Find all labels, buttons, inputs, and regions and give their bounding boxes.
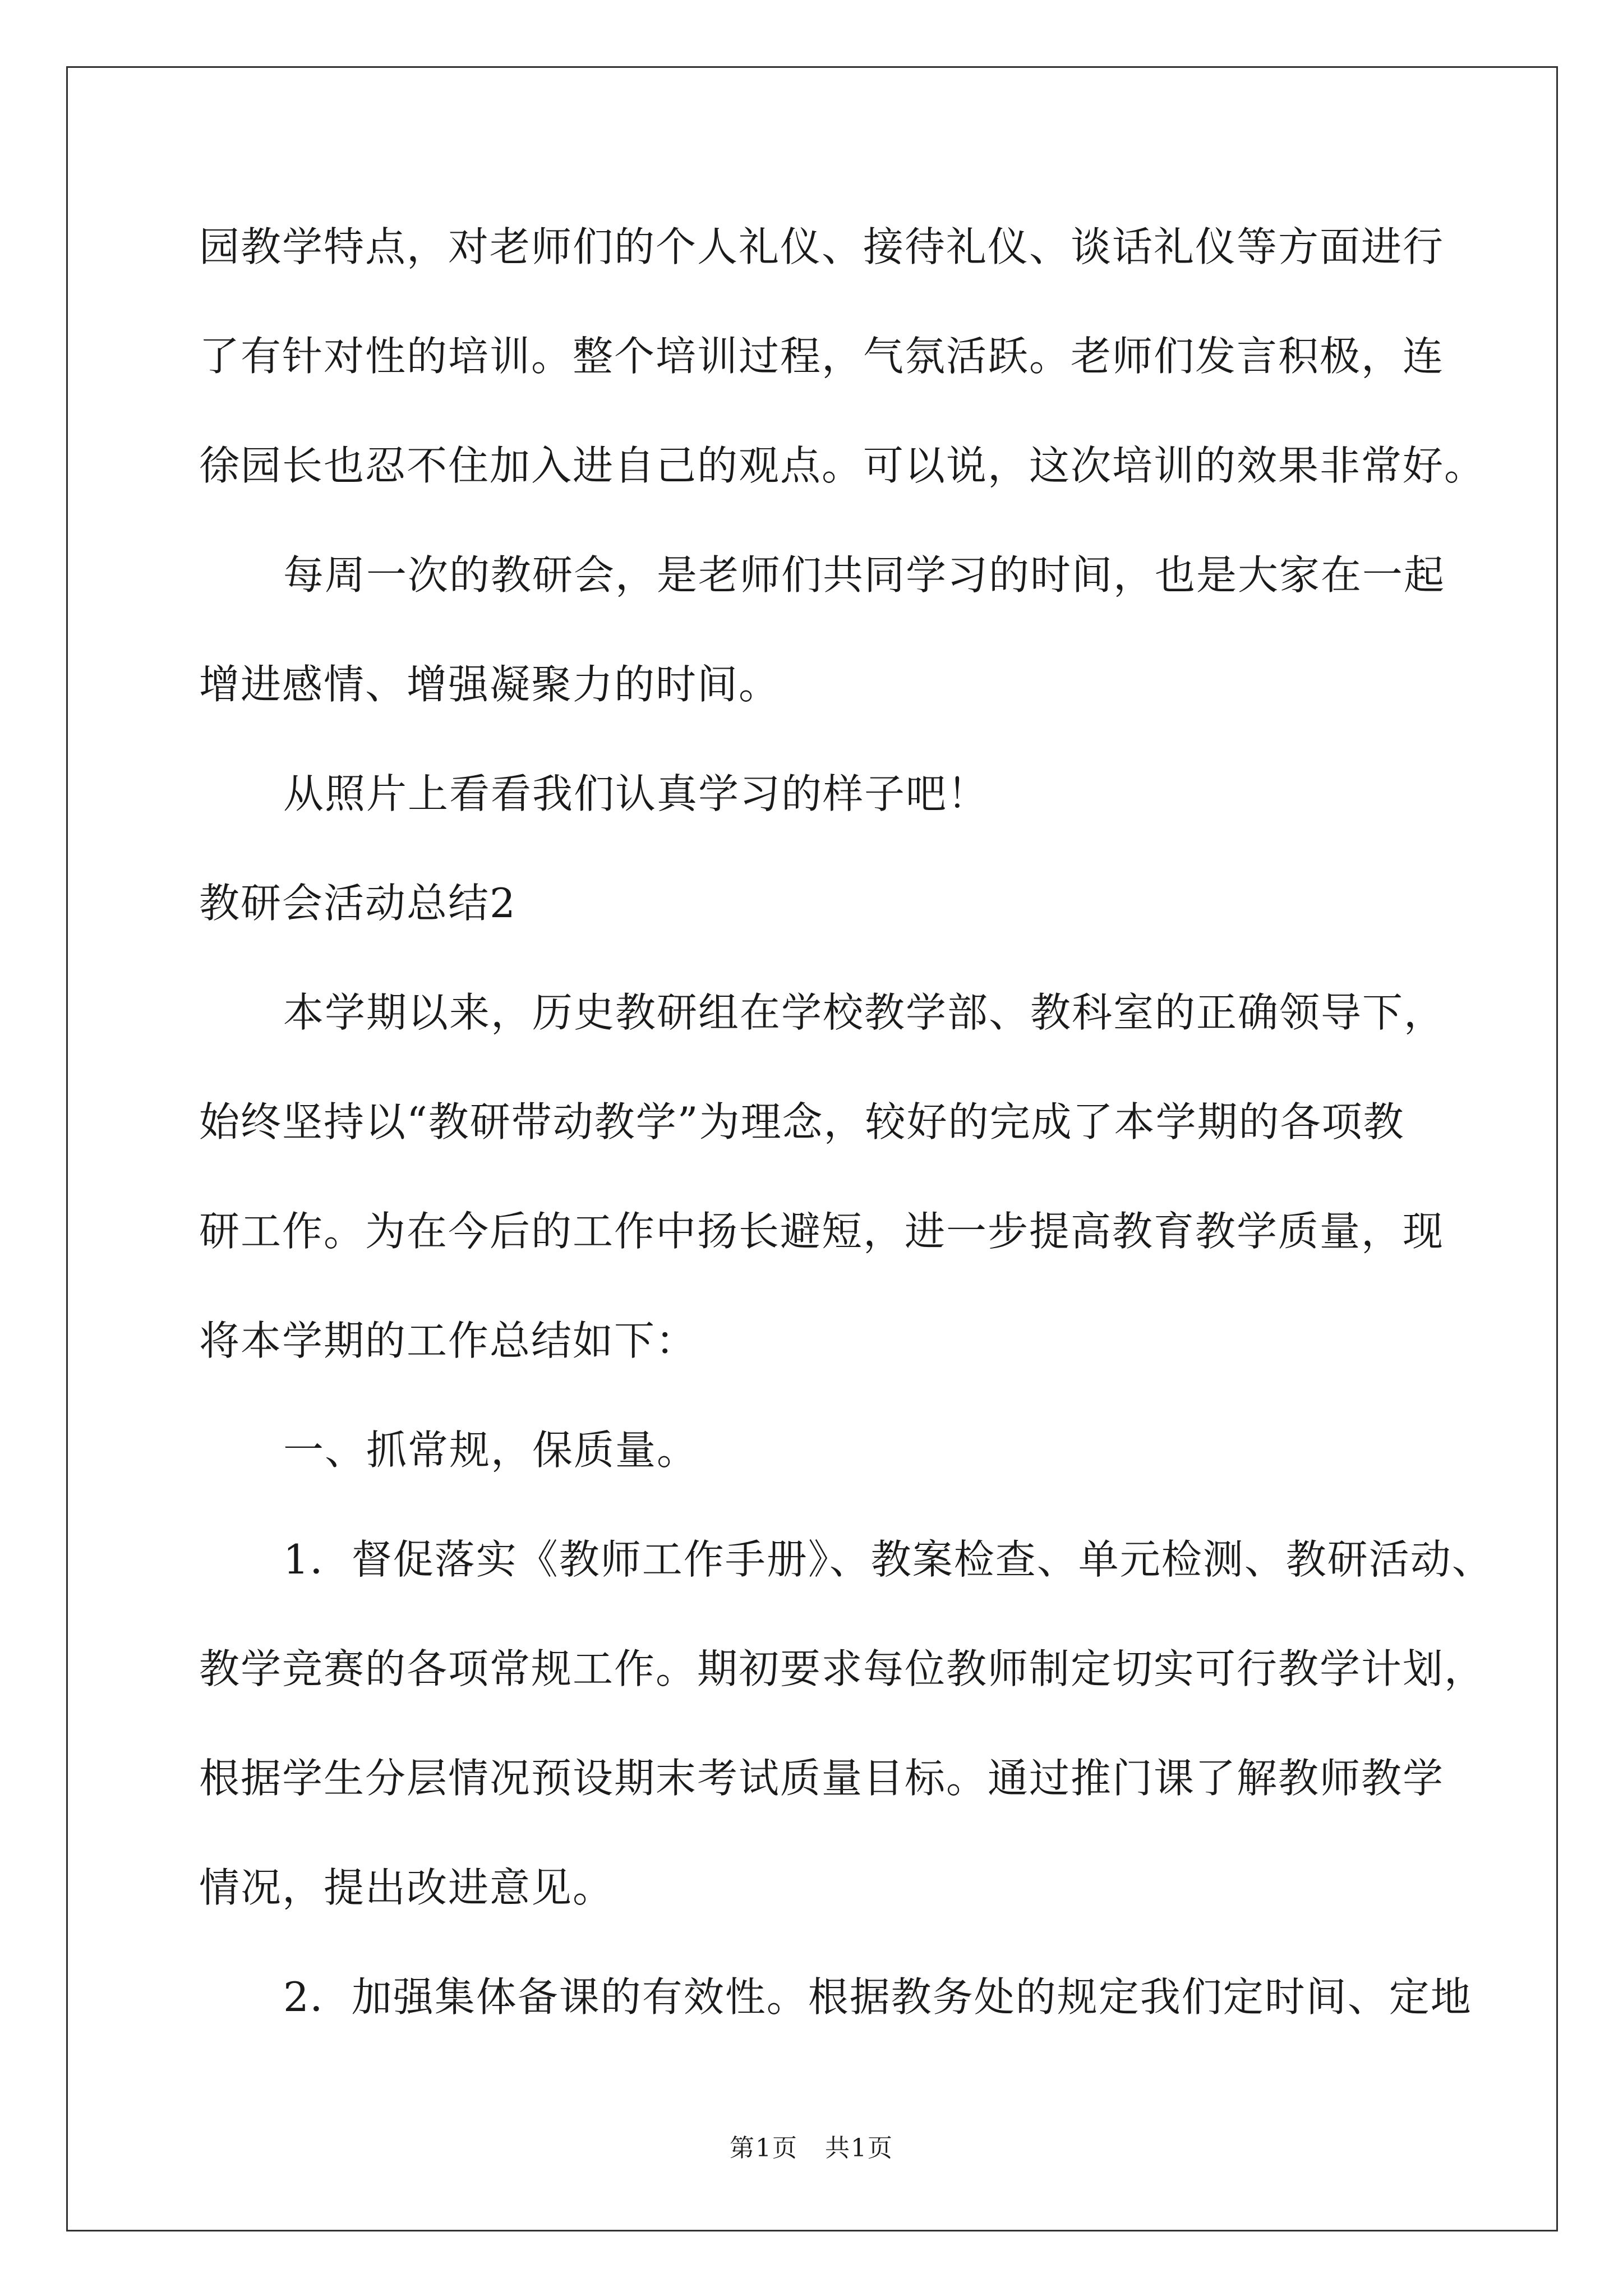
subsection-heading: 一、抓常规，保质量。: [283, 1427, 699, 1474]
text-line: 研工作。为在今后的工作中扬长避短，进一步提高教育教学质量，现: [199, 1208, 1445, 1255]
paragraph-start-line: 2．加强集体备课的有效性。根据教务处的规定我们定时间、定地: [283, 1973, 1472, 2021]
text-line: 园教学特点，对老师们的个人礼仪、接待礼仪、谈话礼仪等方面进行: [199, 223, 1445, 270]
paragraph-start-line: 从照片上看看我们认真学习的样子吧！: [283, 770, 989, 817]
text-line: 徐园长也忍不住加入进自己的观点。可以说，这次培训的效果非常好。: [199, 442, 1486, 489]
text-line: 了有针对性的培训。整个培训过程，气氛活跃。老师们发言积极，连: [199, 333, 1445, 380]
text-line: 始终坚持以“教研带动教学”为理念，较好的完成了本学期的各项教: [199, 1098, 1405, 1145]
text-line: 将本学期的工作总结如下：: [199, 1317, 698, 1364]
text-line: 根据学生分层情况预设期末考试质量目标。通过推门课了解教师教学: [199, 1755, 1445, 1802]
paragraph-start-line: 每周一次的教研会，是老师们共同学习的时间，也是大家在一起: [283, 551, 1446, 599]
page-footer: [0, 2132, 1623, 2165]
paragraph-start-line: 本学期以来，历史教研组在学校教学部、教科室的正确领导下，: [283, 989, 1446, 1036]
page-total: 共1页: [825, 2134, 893, 2162]
text-line: 教学竞赛的各项常规工作。期初要求每位教师制定切实可行教学计划，: [199, 1645, 1486, 1692]
text-line: 情况，提出改进意见。: [199, 1864, 615, 1911]
text-line: 增进感情、增强凝聚力的时间。: [199, 661, 781, 708]
section-heading: 教研会活动总结2: [199, 880, 517, 927]
paragraph-start-line: 1．督促落实《教师工作手册》、教案检查、单元检测、教研活动、: [283, 1536, 1493, 1583]
page-number: 第1页: [730, 2134, 798, 2162]
